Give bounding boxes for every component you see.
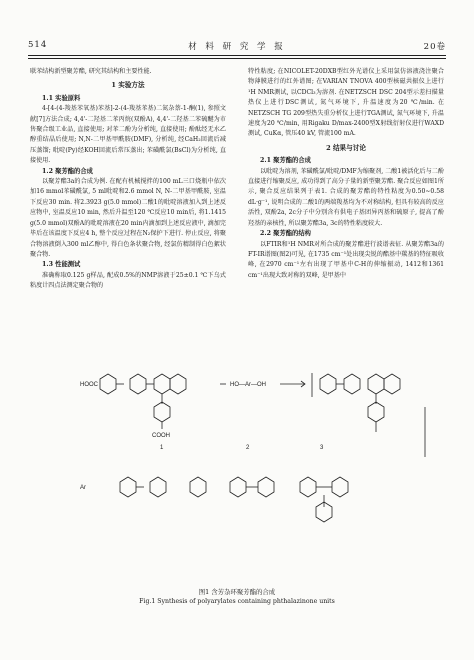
figure-caption-en: Fig.1 Synthesis of polyarylates containing phthalazinone units [139, 598, 335, 605]
ar-sulfide-ring-2 [258, 477, 274, 497]
subsection-1-2-title: 1.2 聚芳酯的合成 [42, 167, 93, 175]
header-rule-top [28, 55, 446, 56]
continued-text: 特性粘度; 在NICOLET-20DXB型红外光谱仪上采用氯仿溶液浇注聚合物薄膜进行的红外谱图; 在VARIAN TNOVA 400型核磁共振仪上进行¹H NMR测试, 以CDCl₃为溶剂. 在NETZSCH DSC 204型示差扫描量热仪上进行DSC测试, 氮气环境下, 升温速度为20 ℃/min. 在NETZSCH TG 209型热失重分析仪上进行TGA测试, 氮气环境下, 升温速度为20 ℃/min, 用Rigaku D/max-2400型X射线衍射仪进行WAXD测试, CuKα, 管压40 kV, 管流100 mA. [248, 68, 444, 138]
section-2-title: 2 结果与讨论 [326, 143, 366, 152]
journal-title: 材 料 研 究 学 报 [188, 42, 286, 52]
ar-label: Ar [80, 485, 86, 491]
monomer1-fused-ring [170, 374, 186, 394]
subsection-1-3-title: 1.3 性能测试 [42, 261, 81, 269]
ar-bisphenol-a-ring-1 [120, 477, 136, 497]
page-header [28, 40, 446, 54]
page-number: 514 [28, 40, 48, 50]
polymer-fused-ring [384, 374, 400, 394]
subsection-1-1-text: 4-[4-(4-羧基苯氧基)苯基]-2-(4-羧基苯基)二氮杂萘-1-酮(1), 参照文献[7]方法合成; 4,4'-二羟基二苯丙烷(双酚A), 4,4'-二羟基二苯硫醚为市售聚合级工业品, 直接使用; 对苯二酚为分析纯, 直接使用; 酚酞经无水乙醇重结晶后使用; N,N-二甲基甲酰胺(DMF), 分析纯, 经CaH₂回流后减压蒸馏; 吡啶(Py)经KOH回流后常压蒸出; 苯磺酰氯(BsCl)为分析纯, 直接使用. [30, 105, 226, 165]
polymer-phthalazinone-ring [368, 374, 384, 394]
monomer1-ring-a [100, 374, 116, 394]
compound-1-label: 1 [160, 445, 164, 451]
header-rule-bottom [28, 58, 446, 59]
ar-phenolphthalein-ring-1 [300, 477, 316, 497]
polymer-ring-a [320, 374, 336, 394]
hooc-left-label: HOOC [80, 382, 98, 388]
polymer-ring-b [344, 374, 360, 394]
section-1-title: 1 实验方法 [111, 81, 145, 90]
figure-caption-cn: 图1 含芳杂环聚芳酯的合成 [198, 588, 276, 596]
right-column [248, 67, 444, 281]
subsection-2-1-text: 以吡啶为溶剂, 苯磺酰氯/吡啶/DMF为缩聚剂, 二酸1被活化后与二酚直接进行缩聚反应, 成功得到了高分子量的新型聚芳酯. 聚合反应如图1所示, 聚合反应结果列于表1. 合成的聚芳酯的特性粘度为0.50~0.58 dL·g⁻¹, 说明合成的二酸1的两端羧基均为不对称结构, 但具有较高的反应活性, 双酚2a, 2c分子中分别含有供电子基团异丙基和硫原子, 提高了酚羟基的亲核性, 所以聚芳酯3a, 3c的特性粘度较大. [248, 167, 444, 227]
monomer1-ring-c [154, 402, 170, 422]
left-column [30, 67, 226, 292]
diol-label: HO—Ar—OH [230, 382, 266, 388]
compound-3-label: 3 [320, 445, 324, 451]
ar-bisphenol-a-ring-2 [150, 477, 166, 497]
intro-text: 联苯结构新型聚芳酯, 研究其结构和主要性能. [30, 68, 152, 75]
subsection-2-1-title: 2.1 聚芳酯的合成 [260, 157, 311, 165]
subsection-1-3-text: 准确称取0.125 g样品, 配成0.5%的NMP溶液于25±0.1 ℃下乌式粘度计四点法测定聚合物的 [30, 271, 226, 290]
monomer1-phthalazinone-ring [154, 374, 170, 394]
subsection-1-2-text: 以聚芳酯3a的合成为例. 在配有机械搅拌的100 mL三口烧瓶中依次加16 mmol苯磺酰氯, 5 ml吡啶和2.6 mmol N, N-二甲基甲酰胺, 室温下反应30 min. 将2.3923 g(5.0 mmol)二酸1的吡啶溶液加入到上述反应物中, 室温反应10 min, 然后升温至120 ℃反应10 min后, 将1.1415 g(5.0 mmol)双酚A的吡啶溶液在20 min内滴加到上述反应液中, 滴加完毕后在该温度下反应4 h, 整个反应过程在N₂保护下进行. 停止反应, 将聚合物溶液倒入300 ml乙醇中, 得白色条状聚合物, 经氯仿精制得白色絮状聚合物. [30, 178, 226, 258]
reaction-scheme-figure [80, 367, 450, 572]
ar-phenolphthalein-ring-2 [332, 477, 348, 497]
ar-benzene-ring [190, 477, 206, 497]
cooh-bottom-label: COOH [152, 433, 170, 439]
monomer1-ring-b [130, 374, 146, 394]
volume-label: 20卷 [423, 42, 446, 52]
ar-sulfide-ring-1 [230, 477, 246, 497]
subsection-1-1-title: 1.1 实验原料 [42, 94, 81, 102]
subsection-2-2-text: 以FTIR和¹H NMR对所合成的聚芳酯进行波谱表征. 从聚芳酯3a的FT-IR谱图(图2)可见, 在1735 cm⁻¹处出现尖锐的酯基中羰基的特征吸收峰, 在2970 cm⁻¹左右出现了甲基中C-H的伸缩振动, 1412和1361 cm⁻¹出现大致对称的双峰, 是甲基中 [248, 240, 444, 279]
polymer-ring-c [368, 402, 384, 422]
subsection-2-2-title: 2.2 聚芳酯的结构 [260, 230, 311, 238]
compound-2-label: 2 [246, 445, 250, 451]
